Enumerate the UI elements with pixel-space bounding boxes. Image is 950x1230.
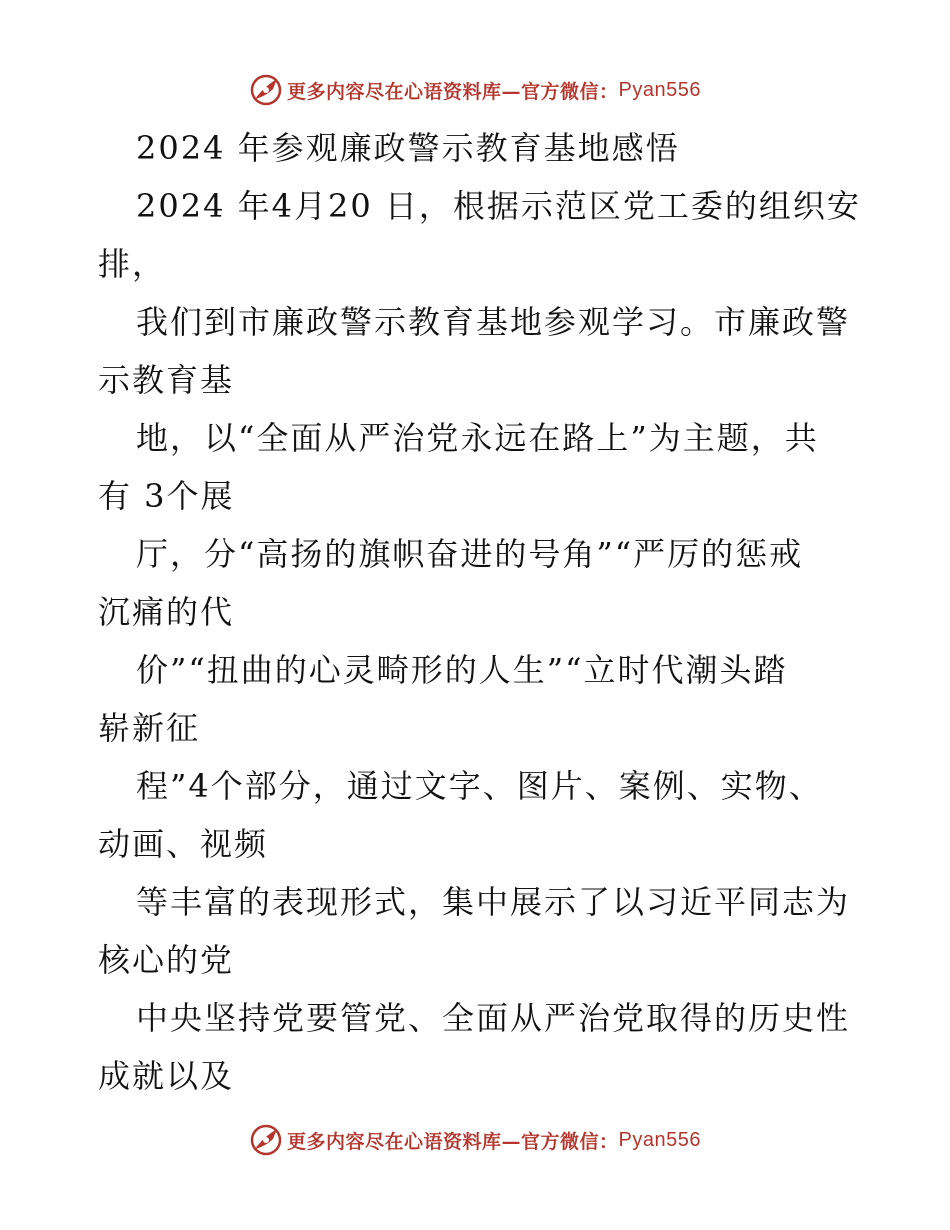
- paragraph-line: 程”4个部分，通过文字、图片、案例、实物、: [136, 767, 823, 805]
- paragraph-line: 核心的党: [98, 941, 235, 979]
- document-body: [98, 119, 861, 1105]
- paragraph-line: 2024 年4月20 日，根据示范区党工委的组织安: [136, 187, 861, 225]
- header-watermark: [0, 70, 950, 110]
- paragraph-line: 我们到市廉政警示教育基地参观学习。市廉政警: [136, 303, 851, 341]
- watermark-text: 更多内容尽在心语资料库—官方微信：: [287, 80, 619, 103]
- paragraph-line: 成就以及: [98, 1057, 235, 1095]
- watermark-wechat-id: Pyan556: [618, 1128, 701, 1151]
- paragraph-line: 厅，分“高扬的旗帜奋进的号角”“严厉的惩戒: [136, 535, 804, 573]
- paragraph-line: 动画、视频: [98, 825, 269, 863]
- watermark-wechat-id: Pyan556: [618, 78, 701, 101]
- paragraph-line: 沉痛的代: [98, 593, 235, 631]
- paragraph-line: 崭新征: [98, 709, 201, 747]
- paragraph-line: 有 3个展: [98, 477, 235, 515]
- paragraph-line: 价”“扭曲的心灵畸形的人生”“立时代潮头踏: [136, 651, 788, 689]
- paragraph-line: 地，以“全面从严治党永远在路上”为主题，共: [136, 419, 819, 457]
- watermark-text: 更多内容尽在心语资料库—官方微信：: [287, 1130, 619, 1153]
- paragraph-line: 排，: [98, 245, 167, 283]
- paragraph-line: 中央坚持党要管党、全面从严治党取得的历史性: [136, 999, 851, 1037]
- pen-nib-logo-icon: [249, 73, 283, 107]
- footer-watermark: [0, 1120, 950, 1160]
- document-title: 2024 年参观廉政警示教育基地感悟: [136, 129, 680, 167]
- pen-nib-logo-icon: [249, 1123, 283, 1157]
- paragraph-line: 示教育基: [98, 361, 235, 399]
- paragraph-line: 等丰富的表现形式，集中展示了以习近平同志为: [136, 883, 851, 921]
